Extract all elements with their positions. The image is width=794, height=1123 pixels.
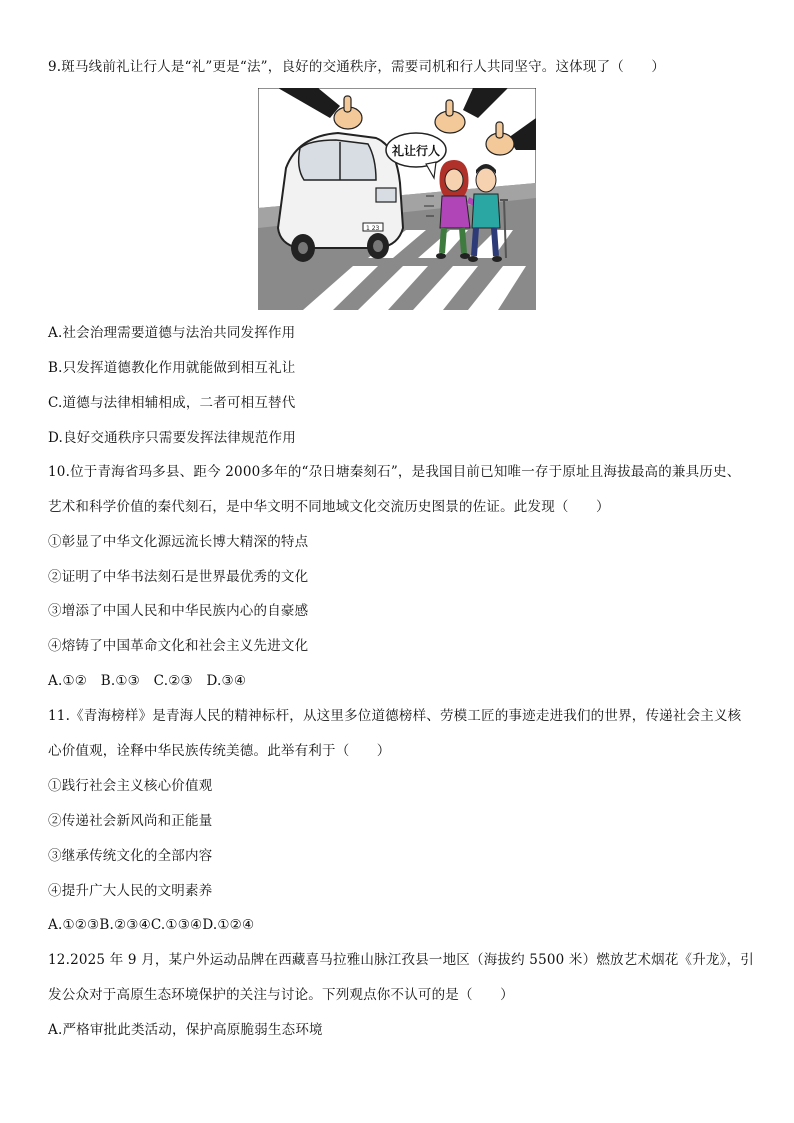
q11-choices: A.①②③B.②③④C.①③④D.①②④ — [48, 917, 255, 933]
q10-item-4: ④熔铸了中国革命文化和社会主义先进文化 — [48, 638, 309, 654]
q10-stem-line-1: 10.位于青海省玛多县、距今 2000多年的“尕日塘秦刻石”，是我国目前已知唯一存于原址且海拔最高的兼具历史、 — [48, 464, 741, 480]
q10-choices: A.①② B.①③ C.②③ D.③④ — [48, 673, 247, 689]
q12-stem-line-1: 12.2025 年 9 月，某户外运动品牌在西藏喜马拉雅山脉江孜县一地区（海拔约 5500 米）燃放艺术烟花《升龙》，引 — [48, 952, 754, 968]
q10-item-1: ①彰显了中华文化源远流长博大精深的特点 — [48, 534, 309, 550]
q11-stem-line-2: 心价值观，诠释中华民族传统美德。此举有利于（ ） — [48, 743, 391, 759]
q11-stem-line-1: 11.《青海榜样》是青海人民的精神标杆，从这里多位道德榜样、劳模工匠的事迹走进我们的世界，传递社会主义核 — [48, 708, 742, 724]
speech-bubble-text: 礼让行人 — [391, 144, 441, 158]
license-plate-text: 1 23 — [366, 225, 380, 232]
q10-item-2: ②证明了中华书法刻石是世界最优秀的文化 — [48, 569, 309, 585]
q9-option-d: D.良好交通秩序只需要发挥法律规范作用 — [48, 430, 296, 446]
car — [278, 133, 403, 262]
q11-item-1: ①践行社会主义核心价值观 — [48, 778, 213, 794]
q9-option-b: B.只发挥道德教化作用就能做到相互礼让 — [48, 360, 296, 376]
q11-item-2: ②传递社会新风尚和正能量 — [48, 813, 213, 829]
q11-item-4: ④提升广大人民的文明素养 — [48, 883, 213, 899]
q12-stem-line-2: 发公众对于高原生态环境保护的关注与讨论。下列观点你不认可的是（ ） — [48, 987, 514, 1003]
q9-illustration — [258, 88, 536, 310]
q11-item-3: ③继承传统文化的全部内容 — [48, 848, 213, 864]
q10-stem-line-2: 艺术和科学价值的秦代刻石，是中华文明不同地域文化交流历史图景的佐证。此发现（ ） — [48, 499, 610, 515]
q9-option-a: A.社会治理需要道德与法治共同发挥作用 — [48, 325, 296, 341]
q9-stem: 9.斑马线前礼让行人是“礼”更是“法”，良好的交通秩序，需要司机和行人共同坚守。这体现了（ ） — [48, 59, 666, 75]
q10-item-3: ③增添了中国人民和中华民族内心的自豪感 — [48, 603, 309, 619]
q9-option-c: C.道德与法律相辅相成，二者可相互替代 — [48, 395, 296, 411]
q12-option-a: A.严格审批此类活动，保护高原脆弱生态环境 — [48, 1022, 323, 1038]
